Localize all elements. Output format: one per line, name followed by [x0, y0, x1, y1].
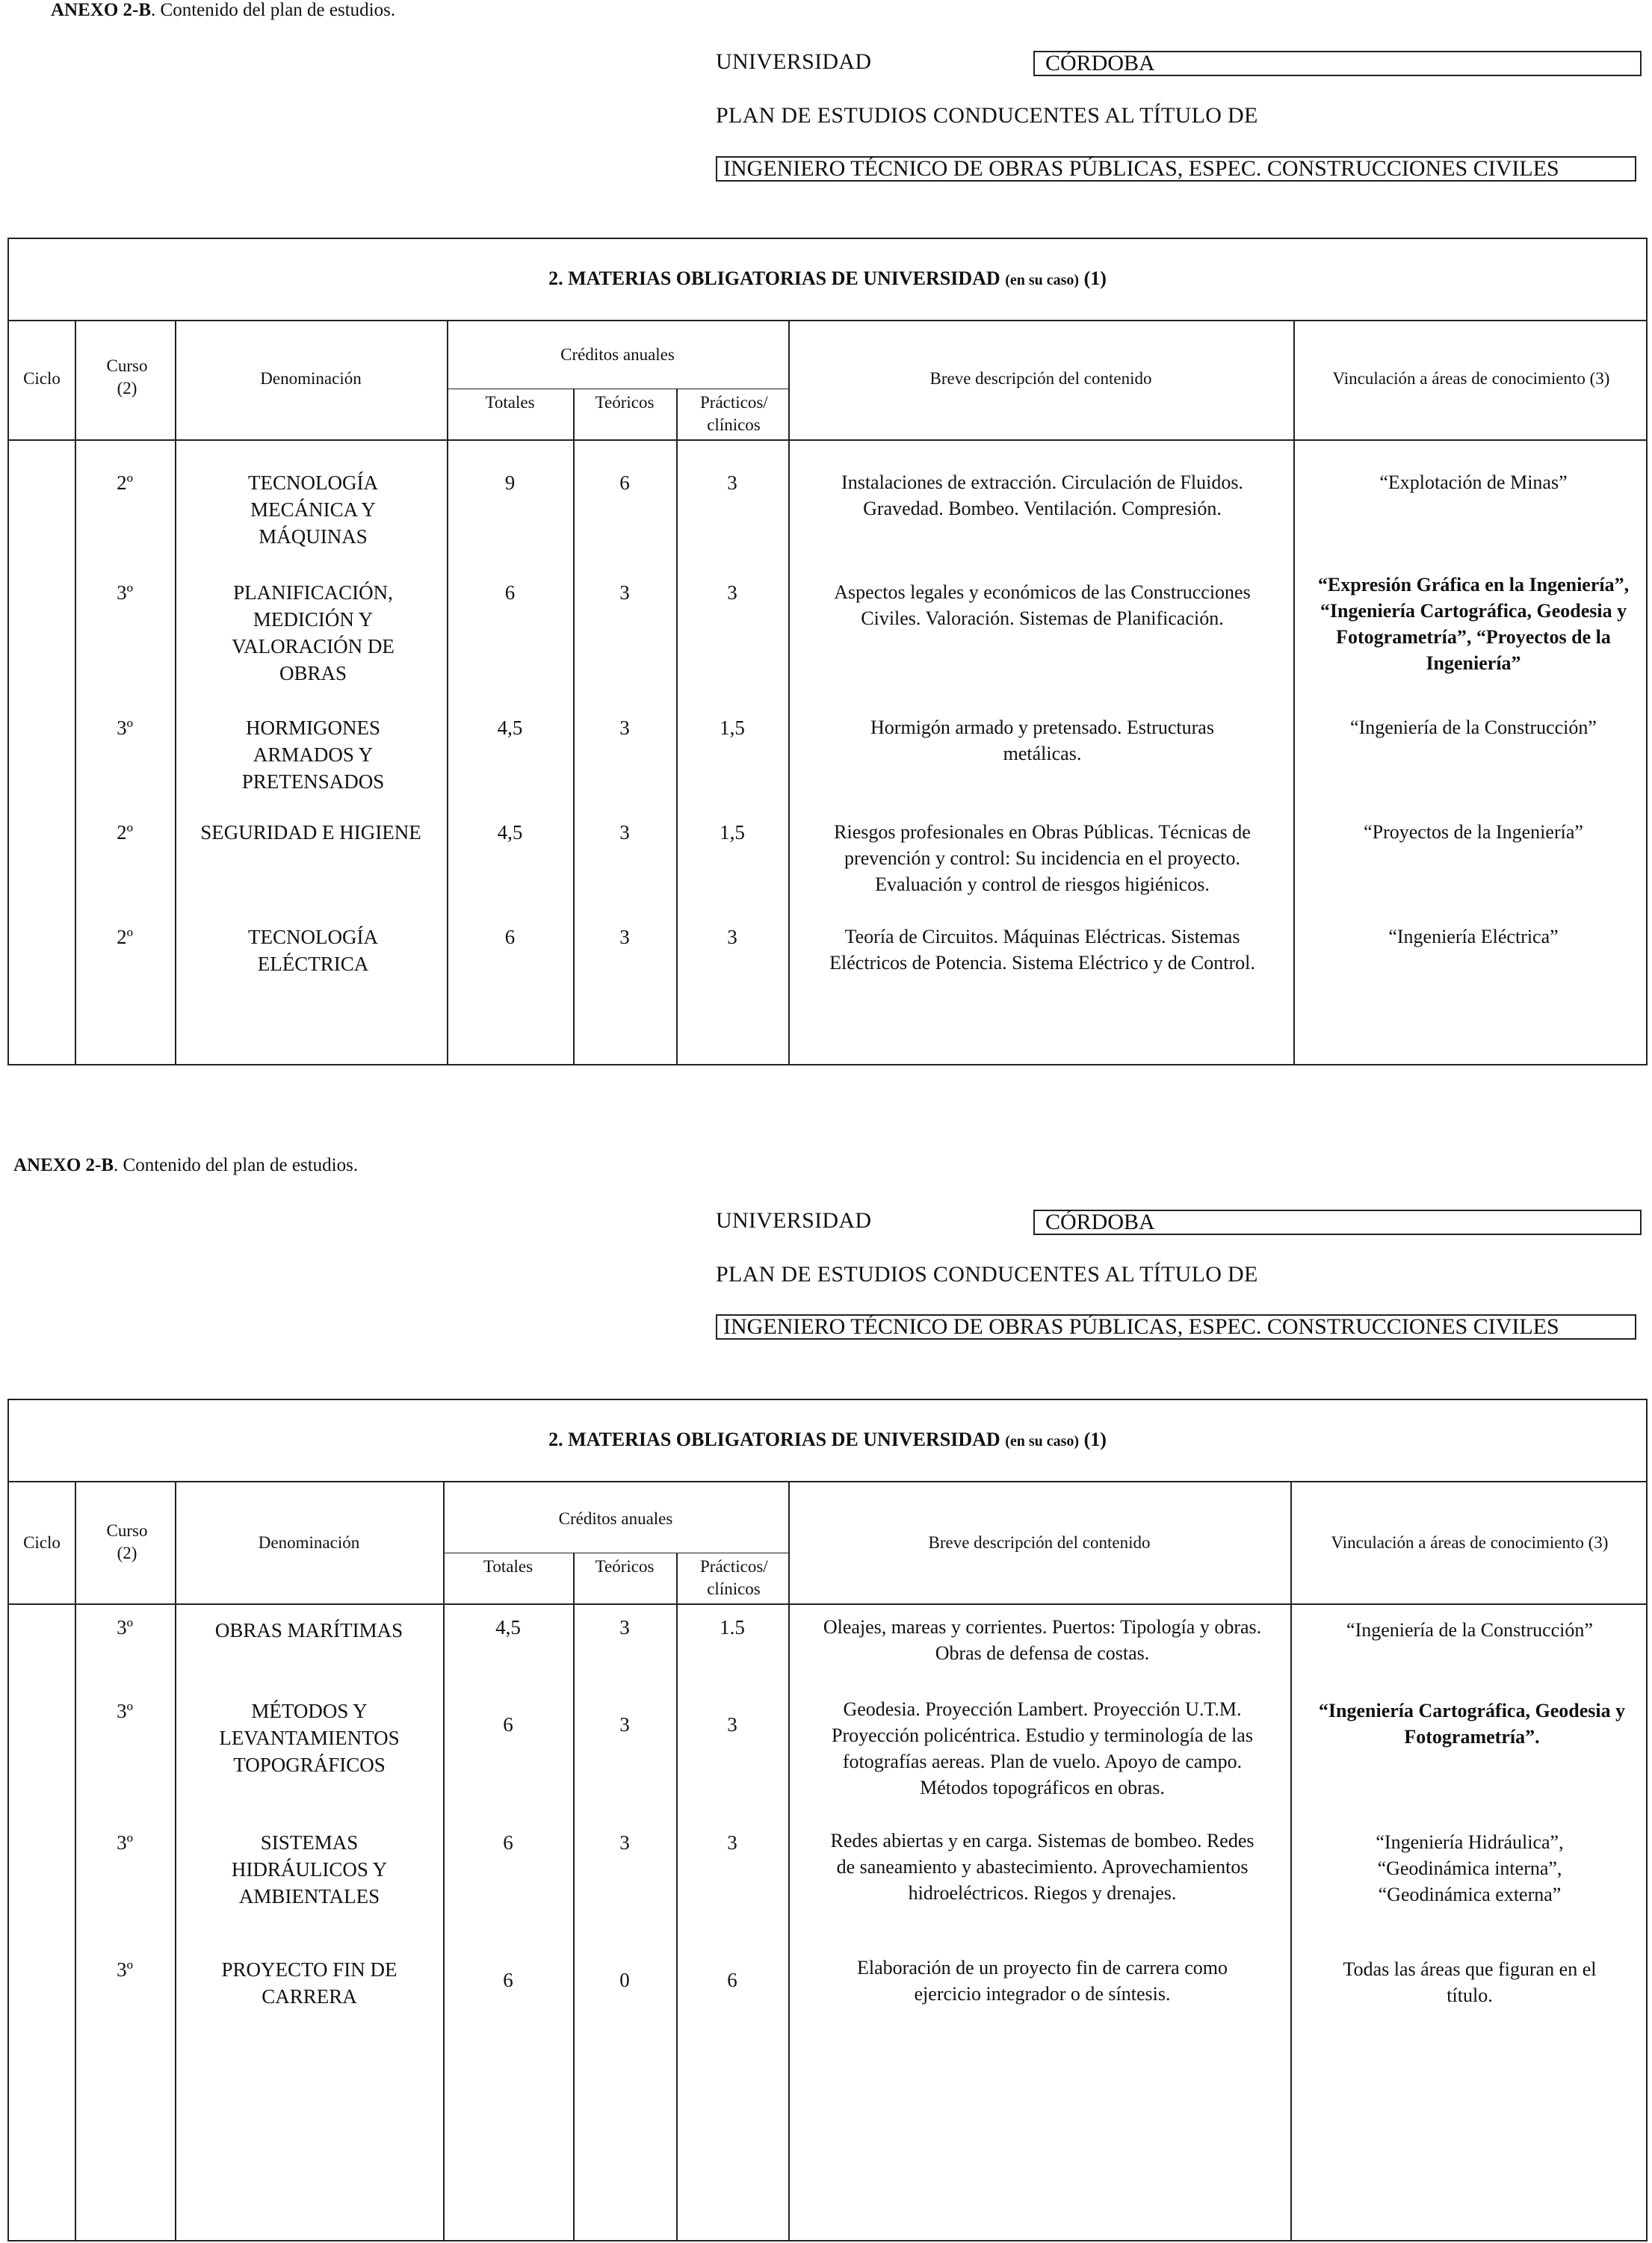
- header-denominacion: Denominación: [258, 1533, 360, 1552]
- row-1-denominacion: OBRAS MARÍTIMAS: [214, 1619, 403, 1642]
- row-3-vinculacion: “Ingeniería Hidráulica”, “Geodinámica interna”, “Geodinámica externa”: [1376, 1831, 1564, 1905]
- row-5-teoricos: 3: [619, 926, 630, 948]
- row-3-curso: 3º: [117, 1831, 133, 1854]
- row-2-descripcion: Aspectos legales y económicos de las Construcciones Civiles. Valoración. Sistemas de Planificación.: [834, 581, 1251, 629]
- row-3-teoricos: 3: [619, 1831, 630, 1854]
- row-4-descripcion: Elaboración de un proyecto fin de carrera como ejercicio integrador o de síntesis.: [857, 1957, 1228, 2005]
- row-3-vinculacion: “Ingeniería de la Construcción”: [1350, 717, 1597, 738]
- row-5-descripcion: Teoría de Circuitos. Máquinas Eléctricas. Sistemas Eléctricos de Potencia. Sistema Eléctrico y de Control.: [829, 926, 1255, 974]
- header-ciclo: Ciclo: [23, 1533, 61, 1552]
- row-3-denominacion: SISTEMAS HIDRÁULICOS Y AMBIENTALES: [231, 1831, 388, 1908]
- header-teoricos: Teóricos: [595, 393, 655, 412]
- row-5-curso: 2º: [117, 926, 133, 948]
- row-2-vinculacion: “Ingeniería Cartográfica, Geodesia y Fotogrametría”.: [1318, 1700, 1626, 1748]
- universidad-value: CÓRDOBA: [1033, 51, 1642, 76]
- materias-table: [7, 238, 1648, 1065]
- row-2-totales: 6: [504, 581, 516, 604]
- row-4-curso: 3º: [117, 1958, 133, 1981]
- row-1-teoricos: 6: [619, 471, 630, 494]
- row-1-practicos: 1.5: [720, 1616, 745, 1639]
- row-2-teoricos: 3: [619, 581, 630, 604]
- row-3-practicos: 3: [727, 1831, 737, 1854]
- header-curso: Curso (2): [106, 356, 148, 397]
- row-4-totales: 6: [503, 1969, 513, 1991]
- header-descripcion: Breve descripción del contenido: [929, 369, 1152, 388]
- row-2-denominacion: PLANIFICACIÓN, MEDICIÓN Y VALORACIÓN DE OBRAS: [232, 581, 395, 684]
- row-1-totales: 9: [504, 471, 516, 494]
- row-1-teoricos: 3: [619, 1616, 630, 1639]
- row-1-curso: 3º: [117, 1616, 133, 1639]
- row-2-curso: 3º: [117, 581, 133, 604]
- row-4-teoricos: 0: [619, 1969, 630, 1991]
- plan-label: PLAN DE ESTUDIOS CONDUCENTES AL TÍTULO DE: [716, 1262, 1258, 1287]
- header-ciclo: Ciclo: [23, 369, 61, 388]
- row-4-denominacion: SEGURIDAD E HIGIENE: [200, 821, 421, 844]
- row-1-denominacion: TECNOLOGÍA MECÁNICA Y MÁQUINAS: [248, 471, 378, 548]
- row-4-curso: 2º: [117, 821, 133, 844]
- plan-label: PLAN DE ESTUDIOS CONDUCENTES AL TÍTULO DE: [716, 103, 1258, 128]
- header-creditos: Créditos anuales: [558, 1509, 673, 1528]
- universidad-value: CÓRDOBA: [1033, 1210, 1642, 1235]
- row-5-practicos: 3: [727, 926, 737, 948]
- row-3-descripcion: Hormigón armado y pretensado. Estructuras metálicas.: [870, 717, 1214, 764]
- anexo-heading: ANEXO 2-B. Contenido del plan de estudios.: [13, 1155, 359, 1175]
- anexo-heading: ANEXO 2-B. Contenido del plan de estudios.: [51, 0, 396, 20]
- header-vinculacion: Vinculación a áreas de conocimiento (3): [1332, 369, 1610, 388]
- row-1-curso: 2º: [117, 471, 133, 494]
- row-2-practicos: 3: [727, 581, 737, 604]
- row-3-denominacion: HORMIGONES ARMADOS Y PRETENSADOS: [241, 717, 385, 793]
- universidad-label: UNIVERSIDAD: [716, 49, 872, 74]
- row-2-totales: 6: [503, 1713, 513, 1736]
- row-1-vinculacion: “Explotación de Minas”: [1379, 471, 1568, 493]
- header-descripcion: Breve descripción del contenido: [928, 1533, 1151, 1552]
- row-1-descripcion: Oleajes, mareas y corrientes. Puertos: Tipología y obras. Obras de defensa de costas.: [823, 1616, 1262, 1664]
- header-denominacion: Denominación: [260, 369, 362, 388]
- row-4-teoricos: 3: [619, 821, 630, 844]
- row-2-curso: 3º: [117, 1700, 133, 1722]
- row-3-curso: 3º: [117, 717, 133, 739]
- row-5-vinculacion: “Ingeniería Eléctrica”: [1388, 926, 1559, 947]
- materias-table: [7, 1399, 1648, 2242]
- row-4-vinculacion: “Proyectos de la Ingeniería”: [1364, 821, 1583, 843]
- document-page-2: [0, 1121, 1652, 2242]
- row-1-vinculacion: “Ingeniería de la Construcción”: [1346, 1619, 1593, 1641]
- row-3-teoricos: 3: [619, 717, 630, 739]
- titulo-value: INGENIERO TÉCNICO DE OBRAS PÚBLICAS, ESPEC. CONSTRUCCIONES CIVILES: [716, 156, 1636, 182]
- universidad-label: UNIVERSIDAD: [716, 1208, 872, 1233]
- header-teoricos: Teóricos: [595, 1557, 655, 1576]
- header-practicos: Prácticos/ clínicos: [700, 1557, 768, 1598]
- row-3-practicos: 1,5: [720, 717, 745, 739]
- row-4-practicos: 6: [727, 1969, 737, 1991]
- row-4-denominacion: PROYECTO FIN DE CARRERA: [221, 1958, 397, 2008]
- row-2-denominacion: MÉTODOS Y LEVANTAMIENTOS TOPOGRÁFICOS: [219, 1700, 400, 1776]
- header-curso: Curso (2): [106, 1521, 148, 1562]
- row-4-practicos: 1,5: [720, 821, 745, 844]
- header-creditos: Créditos anuales: [560, 345, 675, 364]
- row-2-teoricos: 3: [619, 1713, 630, 1736]
- titulo-value: INGENIERO TÉCNICO DE OBRAS PÚBLICAS, ESPEC. CONSTRUCCIONES CIVILES: [716, 1314, 1636, 1340]
- row-5-totales: 6: [504, 926, 516, 948]
- row-4-totales: 4,5: [497, 821, 523, 844]
- row-3-totales: 4,5: [497, 717, 523, 739]
- row-2-vinculacion: “Expresión Gráfica en la Ingeniería”, “Ingeniería Cartográfica, Geodesia y Fotogrametría”, “Proyectos de la Ingeniería”: [1317, 574, 1630, 674]
- row-3-descripcion: Redes abiertas y en carga. Sistemas de bombeo. Redes de saneamiento y abastecimiento. Aprovechamientos hidroeléctricos. Riegos y drenajes.: [830, 1830, 1255, 1904]
- row-3-totales: 6: [503, 1831, 513, 1854]
- document-page-1: [0, 0, 1652, 1121]
- table-title: 2. MATERIAS OBLIGATORIAS DE UNIVERSIDAD (en su caso) (1): [548, 1429, 1107, 1450]
- row-2-descripcion: Geodesia. Proyección Lambert. Proyección U.T.M. Proyección policéntrica. Estudio y terminología de las fotografías aereas. Plan de vuelo. Apoyo de campo. Métodos topográficos en obras.: [832, 1698, 1253, 1798]
- header-totales: Totales: [485, 393, 535, 412]
- row-1-descripcion: Instalaciones de extracción. Circulación de Fluidos. Gravedad. Bombeo. Ventilación. Compresión.: [841, 471, 1243, 519]
- header-vinculacion: Vinculación a áreas de conocimiento (3): [1331, 1533, 1609, 1552]
- row-1-practicos: 3: [727, 471, 737, 494]
- header-practicos: Prácticos/ clínicos: [700, 393, 768, 434]
- table-title: 2. MATERIAS OBLIGATORIAS DE UNIVERSIDAD (en su caso) (1): [548, 267, 1107, 289]
- row-5-denominacion: TECNOLOGÍA ELÉCTRICA: [248, 926, 378, 975]
- row-4-vinculacion: Todas las áreas que figuran en el título.: [1343, 1958, 1597, 2006]
- row-1-totales: 4,5: [495, 1616, 521, 1639]
- row-4-descripcion: Riesgos profesionales en Obras Públicas. Técnicas de prevención y control: Su incidencia en el proyecto. Evaluación y control de riesgos higiénicos.: [834, 821, 1251, 895]
- header-totales: Totales: [483, 1557, 533, 1576]
- row-2-practicos: 3: [727, 1713, 737, 1736]
